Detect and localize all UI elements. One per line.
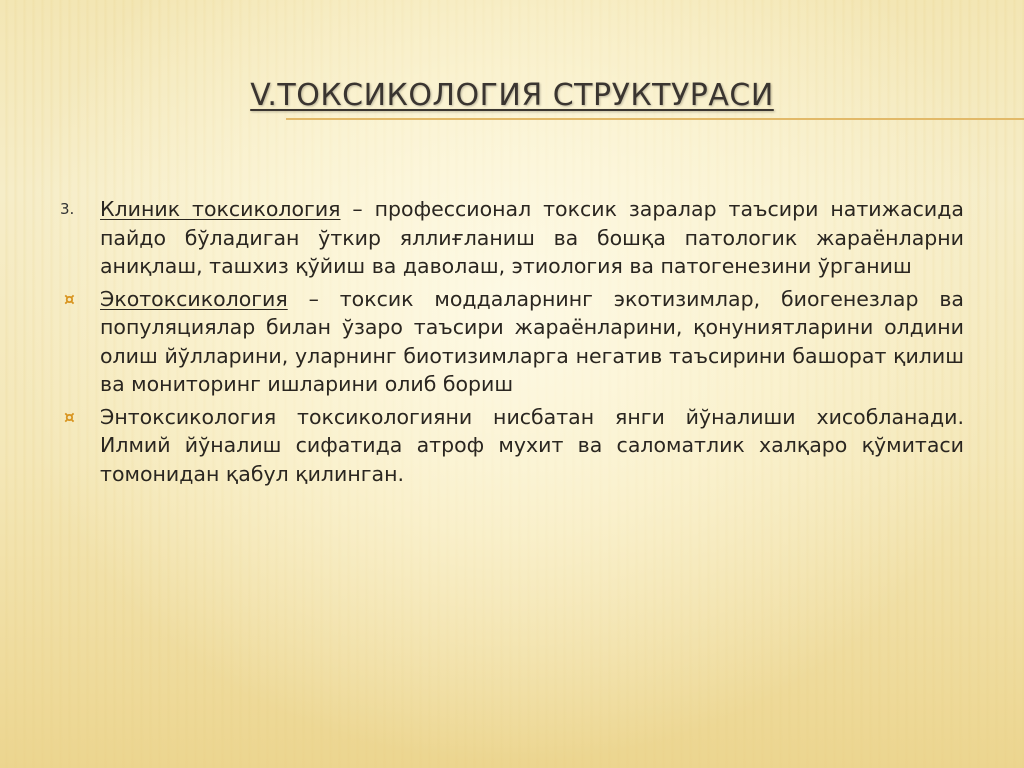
list-item bbox=[60, 195, 964, 281]
item-text: Энтоксикология токсикологияни нисбатан янги йўналиши хисобланади. Илмий йўналиш сифатида атроф мухит ва саломатлик халқаро қўмитаси томонидан қабул қилинган. bbox=[100, 404, 964, 486]
item-paragraph bbox=[100, 195, 964, 281]
bullet-icon: ¤ bbox=[64, 407, 75, 428]
item-term: Экотоксикология bbox=[100, 286, 288, 311]
item-paragraph bbox=[100, 285, 964, 399]
item-paragraph bbox=[100, 403, 964, 489]
list-number: 3. bbox=[60, 200, 75, 218]
item-term: Клиник токсикология bbox=[100, 197, 341, 221]
item-text: – токсик моддаларнинг экотизимлар, биогенезлар ва популяциялар билан ўзаро таъсири жараёнларини, қонуниятларини олдини олиш йўлларини, уларнинг биотизимларга негатив таъсирини башорат қилиш ва мониторинг ишларини олиб бориш bbox=[100, 286, 964, 396]
title-divider bbox=[286, 118, 1024, 120]
item-text: – профессионал токсик заралар таъсири натижасида пайдо бўладиган ўткир яллиғланиш ва бошқа патологик жараёнларни аниқлаш, ташхиз қўйиш ва даволаш, этиология ва патогенезини ўрганиш bbox=[100, 197, 964, 278]
bullet-icon: ¤ bbox=[64, 289, 75, 310]
content-body bbox=[60, 195, 964, 492]
list-item bbox=[60, 403, 964, 489]
slide-title: V.ТОКСИКОЛОГИЯ СТРУКТУРАСИ bbox=[250, 78, 774, 113]
list-item bbox=[60, 285, 964, 399]
